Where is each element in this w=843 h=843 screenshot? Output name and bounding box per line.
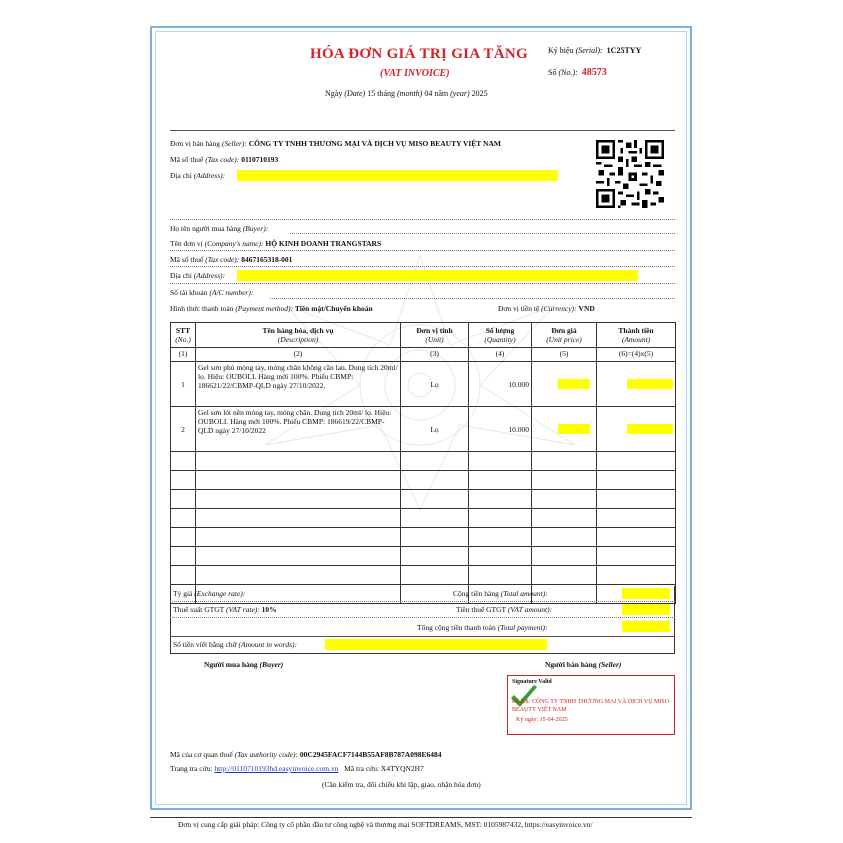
verification-note: (Cần kiểm tra, đối chiếu khi lập, giao, nhận hóa đơn)	[322, 780, 481, 789]
vat-amount-label: Tiền thuế GTGT (VAT amount):	[456, 605, 553, 614]
redacted-seller-address	[237, 170, 558, 181]
seller-tax-code: Mã số thuế (Tax code): 0110710193	[170, 155, 279, 164]
serial-value: 1C25TYY	[606, 46, 642, 55]
signature-valid: Signature Valid	[512, 679, 552, 685]
signed-date: Ký ngày: 15-04-2025	[516, 717, 568, 723]
buyer-company: Tên đơn vị (Company's name): HỘ KINH DOANH TRANGSTARS	[170, 239, 382, 248]
total-goods-label: Cộng tiền hàng (Total amount):	[453, 589, 548, 598]
buyer-signature-label: Người mua hàng (Buyer)	[204, 660, 284, 669]
redacted-vat-amount	[622, 604, 670, 615]
empty-row	[171, 452, 676, 471]
serial-field: Ký hiệu (Serial): 1C25TYY	[548, 46, 642, 55]
empty-row	[171, 471, 676, 490]
tax-authority-code: Mã của cơ quan thuế (Tax authority code): 00C2945FACF7144B55AF8B787A098E6484	[170, 750, 442, 759]
total-payment-label: Tổng cộng tiền thanh toán (Total payment):	[417, 623, 548, 632]
footer-provider: Đơn vị cung cấp giải pháp: Công ty cổ phần đầu tư công nghệ và thương mại SOFTDREAMS, MST: 0105987432, https://easyinvoice.vn/	[178, 820, 593, 829]
redacted-amount-words	[325, 639, 547, 650]
qr-code	[596, 140, 664, 208]
redacted-unit-price	[558, 379, 590, 389]
empty-row	[171, 509, 676, 528]
redacted-total-goods	[622, 588, 670, 599]
header-description: Tên hàng hóa, dịch vụ (Description)	[196, 323, 401, 348]
empty-row	[171, 566, 676, 585]
seller-address: Địa chỉ (Address):	[170, 171, 226, 180]
numbering-row: (1) (2) (3) (4) (5) (6)=(4)x(5)	[171, 348, 676, 362]
lookup-link[interactable]: http://0110710193hd.easyinvoice.com.vn	[214, 764, 339, 773]
header-unit-price: Đơn giá (Unit price)	[532, 323, 597, 348]
lookup-line: Trang tra cứu: http://0110710193hd.easyinvoice.com.vn Mã tra cứu: X4TYQN2H7	[170, 764, 424, 773]
buyer-tax-code: Mã số thuế (Tax code): 8467165318-001	[170, 255, 293, 264]
redacted-unit-price	[558, 424, 590, 434]
items-table	[170, 322, 676, 604]
redacted-amount	[627, 379, 673, 389]
table-header-row	[171, 323, 676, 348]
header-no: STT (No.)	[171, 323, 196, 348]
vat-rate: Thuế suất GTGT (VAT rate): 10%	[173, 605, 277, 614]
empty-row	[171, 490, 676, 509]
number-field: Số (No.): 48573	[548, 67, 607, 78]
table-row: 1 Gel sơn phủ móng tay, móng chân không cần lau. Dung tích 20ml/ lọ. Hiệu: OUBOLI. Hàng mới 100%. Phiếu CBMP: 186621/22/CBMP-QLD ngày 27/10/2022. Lọ 10.000	[171, 362, 676, 407]
seller-name: Đơn vị bán hàng (Seller): CÔNG TY TNHH THƯƠNG MẠI VÀ DỊCH VỤ MISO BEAUTY VIỆT NAM	[170, 139, 501, 148]
invoice-title: HÓA ĐƠN GIÁ TRỊ GIA TĂNG	[310, 46, 528, 62]
buyer-name: Họ tên người mua hàng (Buyer):	[170, 224, 269, 233]
signed-by: Ký bởi: CÔNG TY TNHH THƯƠNG MẠI VÀ DỊCH VỤ MISO BEAUTY VIỆT NAM	[512, 699, 670, 713]
redacted-total-payment	[622, 621, 670, 632]
invoice-date: Ngày (Date) 15 tháng (month) 04 năm (year) 2025	[325, 89, 488, 98]
exchange-rate: Tỷ giá (Exchange rate):	[173, 589, 246, 598]
seller-signature-label: Người bán hàng (Seller)	[545, 660, 622, 669]
table-row: 2 Gel sơn lót nền móng tay, móng chân. Dung tích 20ml/ lọ. Hiệu: OUBOLI. Hàng mới 100%. Phiếu CBMP: 186619/22/CBMP-QLD ngày 27/10/2022 Lọ 10.000	[171, 407, 676, 452]
invoice-subtitle: (VAT INVOICE)	[380, 68, 450, 79]
buyer-address: Địa chỉ (Address):	[170, 271, 226, 280]
invoice-number: 48573	[581, 67, 607, 78]
payment-method: Hình thức thanh toán (Payment method): Tiền mặt/Chuyển khoản	[170, 304, 373, 313]
redacted-amount	[627, 424, 673, 434]
header-amount: Thành tiền (Amount)	[597, 323, 676, 348]
header-quantity: Số lượng (Quantity)	[469, 323, 532, 348]
currency: Đơn vị tiền tệ (Currency): VND	[498, 304, 595, 313]
amount-in-words: Số tiền viết bằng chữ (Amount in words):	[173, 640, 297, 649]
header-unit: Đơn vị tính (Unit)	[401, 323, 469, 348]
empty-row	[171, 547, 676, 566]
empty-row	[171, 528, 676, 547]
redacted-buyer-address	[237, 270, 638, 281]
buyer-account: Số tài khoản (A/C number):	[170, 288, 254, 297]
